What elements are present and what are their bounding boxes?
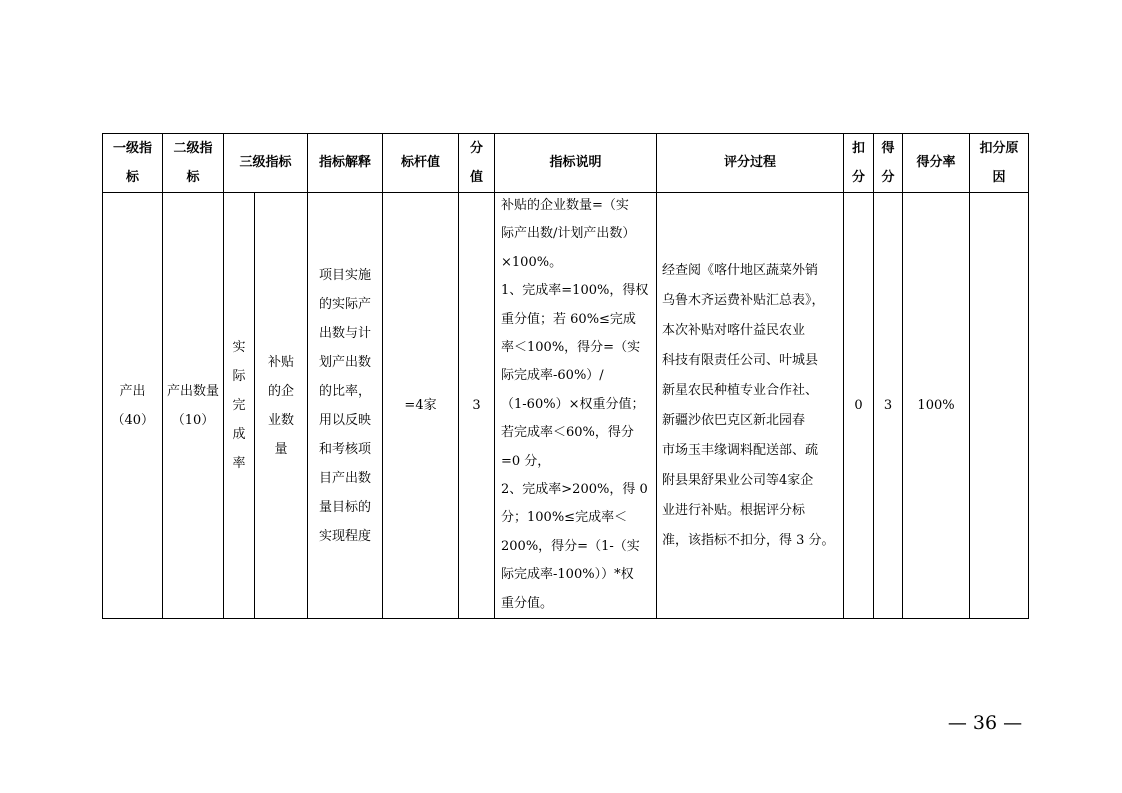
cell-process: 经查阅《喀什地区蔬菜外销 乌鲁木齐运费补贴汇总表》， 本次补贴对喀什益民农业 科技有限责任公司、叶城县 新星农民种植专业合作社、 新疆沙依巴克区新北园春 市场玉丰缘调料配送部、疏 附县果舒果业公司等4家企 业进行补贴。根据评分标 准，该指标不扣分，得 3 分。 [657,193,844,619]
header-process: 评分过程 [657,134,844,193]
header-explanation: 指标解释 [308,134,383,193]
cell-score: 3 [874,193,903,619]
cell-explanation: 项目实施的实际产出数与计划产出数的比率，用以反映和考核项目产出数量目标的实现程度 [308,193,383,619]
cell-rate: 100% [903,193,970,619]
header-rate: 得分率 [903,134,970,193]
cell-reason [970,193,1029,619]
header-row [103,134,1029,193]
evaluation-table [102,133,1029,619]
cell-level2: 产出数量（10） [163,193,224,619]
table-row [103,193,1029,619]
header-reason: 扣分原因 [970,134,1029,193]
cell-level3-category: 实际完成率 [224,193,255,619]
header-level1: 一级指标 [103,134,163,193]
cell-level1: 产出（40） [103,193,163,619]
page-number: — 36 — [947,712,1023,734]
header-level2: 二级指标 [163,134,224,193]
header-score: 得分 [874,134,903,193]
header-score-weight: 分值 [459,134,495,193]
header-deduction: 扣分 [844,134,874,193]
cell-deduction: 0 [844,193,874,619]
cell-score-weight: 3 [459,193,495,619]
header-benchmark: 标杆值 [383,134,459,193]
cell-level3-name: 补贴的企业数量 [255,193,308,619]
cell-benchmark: =4家 [383,193,459,619]
cell-description: 补贴的企业数量=（实 际产出数/计划产出数） ×100%。 1、完成率=100%，得权 重分值；若 60%≤完成 率＜100%，得分=（实 际完成率-60%）/ （1-60%）×权重分值； 若完成率＜60%，得分 =0 分， 2、完成率>200%，得 0 分；100%≤完成率＜ 200%，得分=（1-（实 际完成率-100%））*权 重分值。 [495,193,657,619]
header-level3: 三级指标 [224,134,308,193]
header-description: 指标说明 [495,134,657,193]
